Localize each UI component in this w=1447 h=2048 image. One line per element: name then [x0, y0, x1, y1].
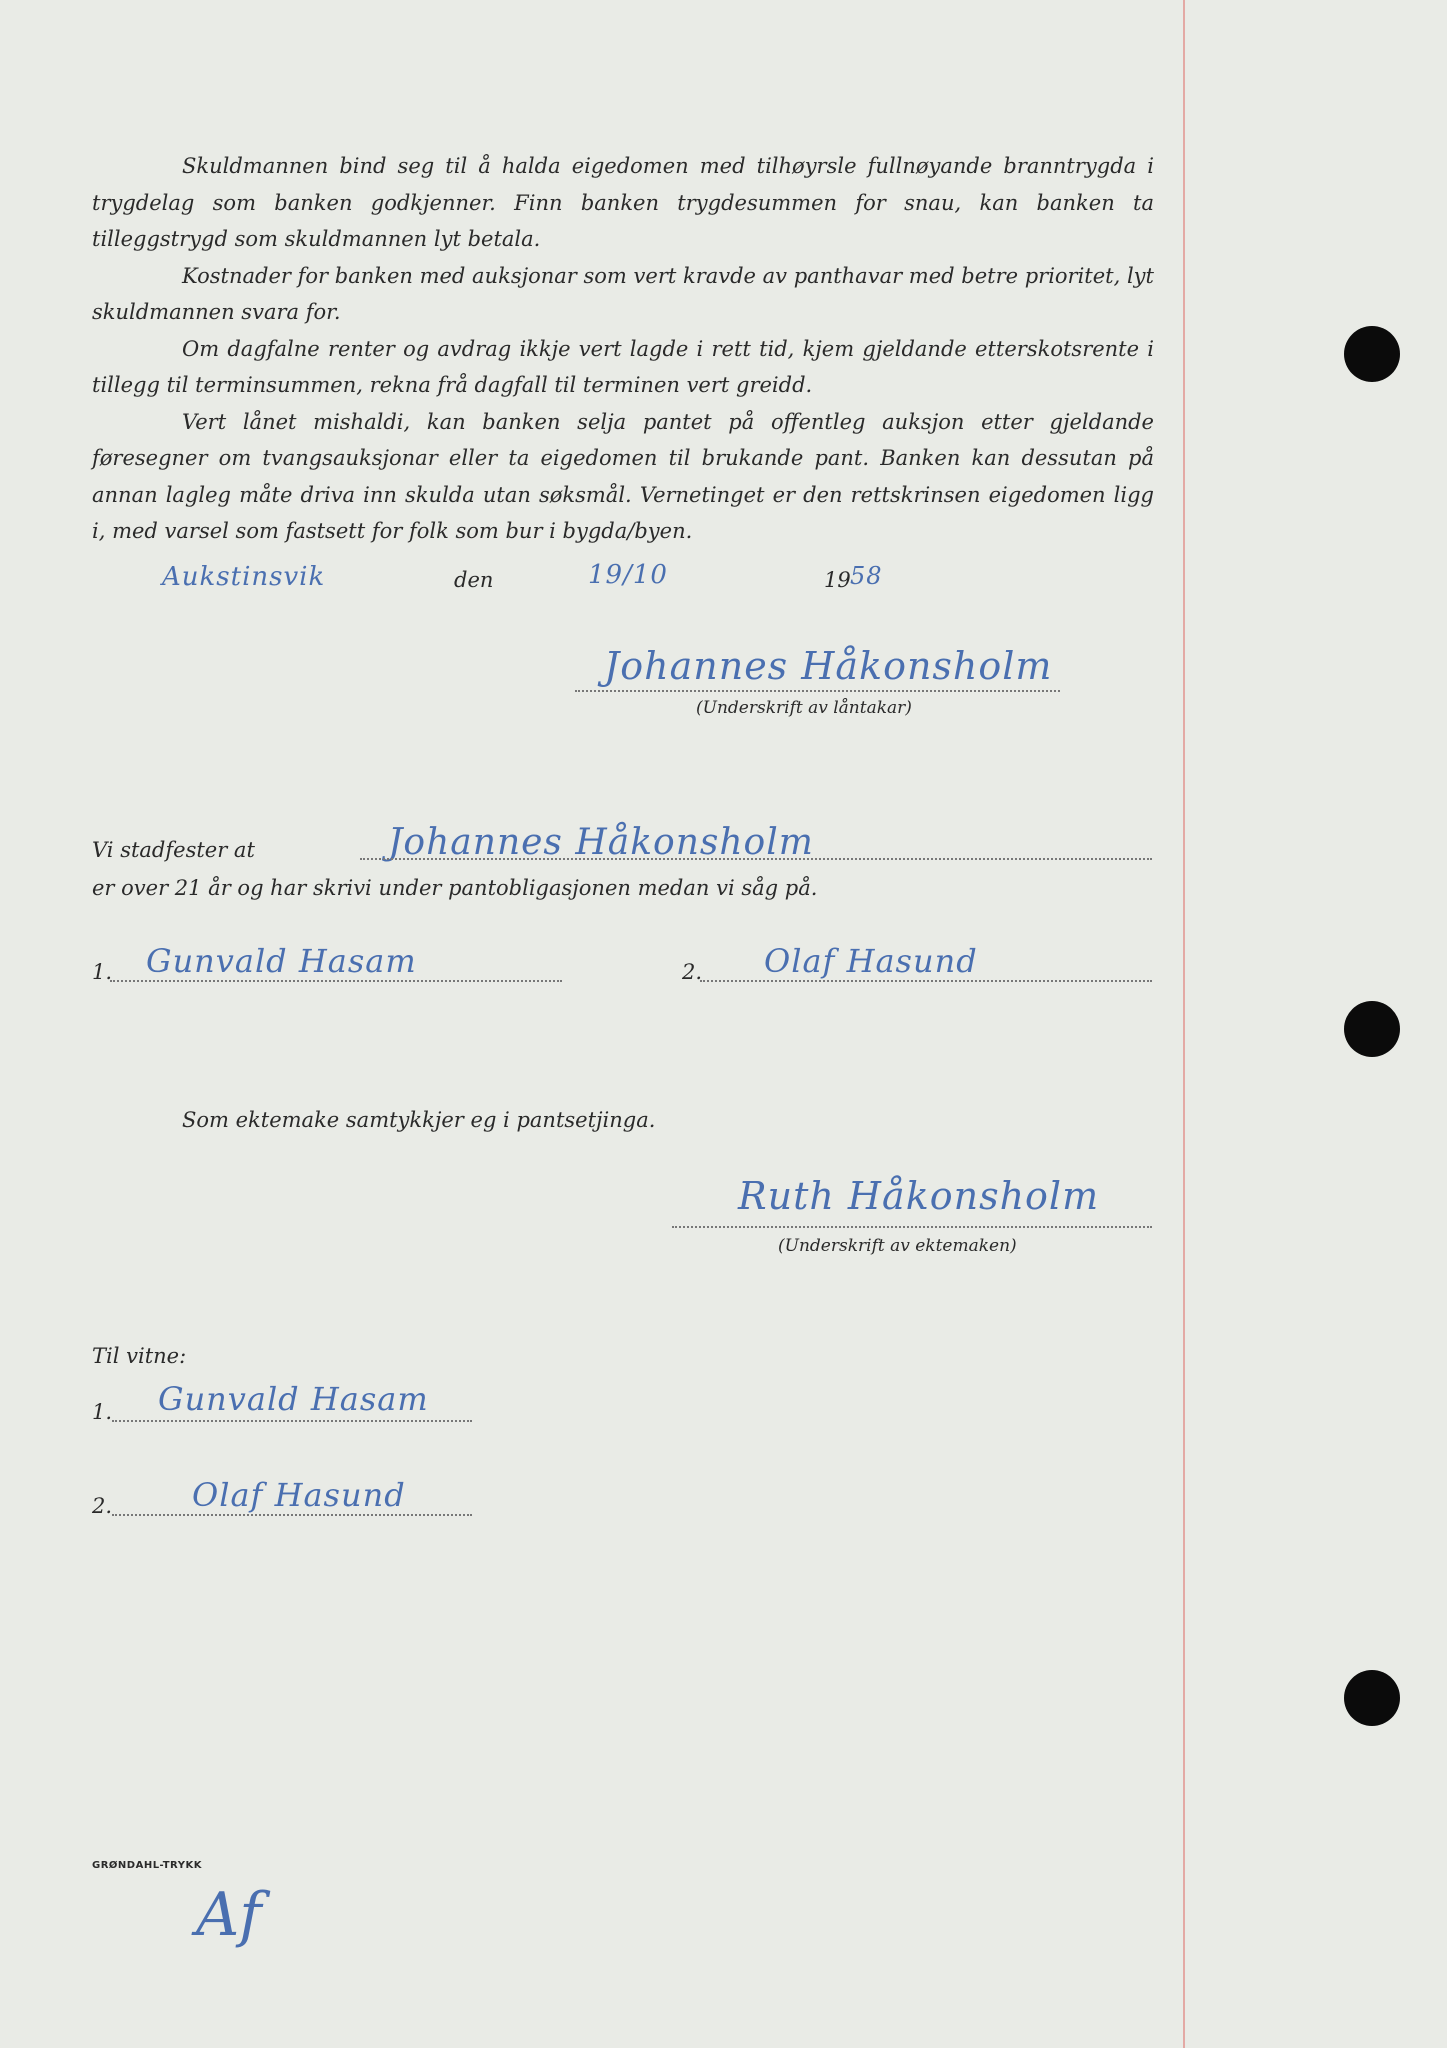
spouse-signature-line — [672, 1226, 1152, 1228]
witness-1-line — [110, 980, 562, 982]
confirmation-label: Vi stadfester at — [92, 838, 255, 862]
witness-2-number: 2. — [682, 960, 703, 984]
punch-hole-bottom — [1344, 1670, 1400, 1726]
terms-text — [92, 148, 1154, 550]
year-handwritten: 58 — [850, 562, 883, 590]
spouse-caption: (Underskrift av ektemaken) — [778, 1236, 1017, 1256]
paragraph-interest: Om dagfalne renter og avdrag ikkje vert lagde i rett tid, kjem gjeldande etterskotsrente i tillegg til terminsummen, rekna frå dagfall til terminen vert greidd. — [92, 336, 1154, 397]
confirmation-statement: er over 21 år og har skrivi under pantobligasjonen medan vi såg på. — [92, 876, 818, 900]
witness-1-signature: Gunvald Hasam — [146, 942, 417, 980]
til-vitne-2-line — [112, 1514, 472, 1516]
printer-mark: GRØNDAHL-TRYKK — [92, 1860, 202, 1871]
til-vitne-1-signature: Gunvald Hasam — [158, 1380, 429, 1418]
red-margin-line — [1183, 0, 1185, 2048]
year-prefix: 19 — [824, 568, 851, 592]
paragraph-default: Vert lånet mishaldi, kan banken selja pantet på offentleg auksjon etter gjeldande føresegner om tvangsauksjonar eller ta eigedomen til brukande pant. Banken kan dessutan på annan lagleg måte driva inn skulda utan søksmål. Vernetinget er den rettskrinsen eigedomen ligg i, med varsel som fastsett for folk som bur i bygda/byen. — [92, 409, 1154, 543]
confirmation-name-line — [360, 858, 1152, 860]
date-handwritten: 19/10 — [588, 560, 668, 590]
den-label: den — [454, 568, 494, 592]
punch-hole-middle — [1344, 1001, 1400, 1057]
borrower-signature: Johannes Håkonsholm — [604, 644, 1053, 688]
witness-2-signature: Olaf Hasund — [764, 942, 978, 980]
spouse-signature: Ruth Håkonsholm — [738, 1174, 1100, 1218]
place-handwritten: Aukstinsvik — [162, 562, 326, 592]
initials-handwritten: Af — [196, 1880, 263, 1950]
witness-1-number: 1. — [92, 960, 113, 984]
borrower-signature-line — [575, 690, 1060, 692]
spouse-statement: Som ektemake samtykkjer eg i pantsetjinga. — [182, 1108, 656, 1132]
witness-2-line — [700, 980, 1152, 982]
paragraph-costs: Kostnader for banken med auksjonar som vert kravde av panthavar med betre prioritet, lyt skuldmannen svara for. — [92, 263, 1154, 324]
borrower-caption: (Underskrift av låntakar) — [696, 698, 912, 718]
til-vitne-1-number: 1. — [92, 1400, 113, 1424]
paragraph-insurance: Skuldmannen bind seg til å halda eigedomen med tilhøyrsle fullnøyande branntrygda i trygdelag som banken godkjenner. Finn banken trygdesummen for snau, kan banken ta tilleggstrygd som skuldmannen lyt betala. — [92, 154, 1154, 251]
punch-hole-top — [1344, 326, 1400, 382]
til-vitne-2-number: 2. — [92, 1494, 113, 1518]
til-vitne-label: Til vitne: — [92, 1344, 187, 1368]
confirmation-name-handwritten: Johannes Håkonsholm — [388, 822, 814, 863]
til-vitne-2-signature: Olaf Hasund — [192, 1476, 406, 1514]
til-vitne-1-line — [112, 1420, 472, 1422]
